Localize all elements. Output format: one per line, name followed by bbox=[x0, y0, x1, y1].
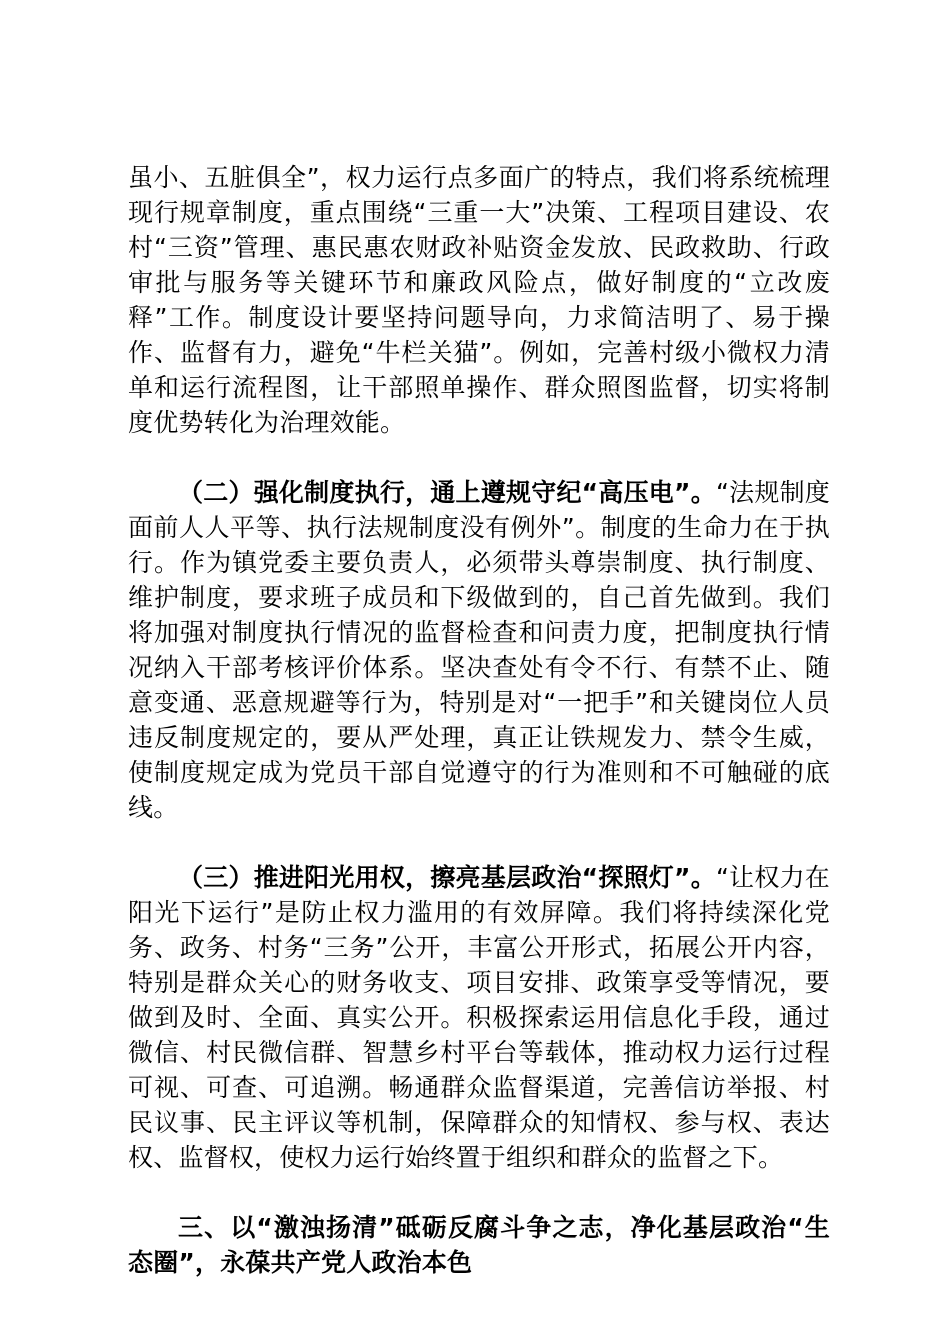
paragraph-system-execution bbox=[128, 475, 830, 825]
paragraph-lead-heading: （三）推进阳光用权，擦亮基层政治“探照灯”。 bbox=[178, 863, 716, 892]
paragraph-lead-heading: （二）强化制度执行，通上遵规守纪“高压电”。 bbox=[178, 478, 716, 507]
paragraph-text: “法规制度面前人人平等、执行法规制度没有例外”。制度的生命力在于执行。作为镇党委主要负责人，必须带头尊崇制度、执行制度、维护制度，要求班子成员和下级做到的，自己首先做到。我们将加强对制度执行情况的监督检查和问责力度，把制度执行情况纳入干部考核评价体系。坚决查处有令不行、有禁不止、随意变通、恶意规避等行为，特别是对“一把手”和关键岗位人员违反制度规定的，要从严处理，真正让铁规发力、禁令生威，使制度规定成为党员干部自觉遵守的行为准则和不可触碰的底线。 bbox=[128, 478, 831, 822]
document-body bbox=[128, 160, 830, 1280]
paragraph-text: 虽小、五脏俱全”，权力运行点多面广的特点，我们将系统梳理现行规章制度，重点围绕“三重一大”决策、工程项目建设、农村“三资”管理、惠民惠农财政补贴资金发放、民政救助、行政审批与服务等关键环节和廉政风险点，做好制度的“立改废释”工作。制度设计要坚持问题导向，力求简洁明了、易于操作、监督有力，避免“牛栏关猫”。例如，完善村级小微权力清单和运行流程图，让干部照单操作、群众照图监督，切实将制度优势转化为治理效能。 bbox=[128, 163, 830, 437]
paragraph-continuation bbox=[128, 160, 830, 440]
paragraph-text: “让权力在阳光下运行”是防止权力滥用的有效屏障。我们将持续深化党务、政务、村务“三务”公开，丰富公开形式，拓展公开内容，特别是群众关心的财务收支、项目安排、政策享受等情况，要做到及时、全面、真实公开。积极探索运用信息化手段，通过微信、村民微信群、智慧乡村平台等载体，推动权力运行过程可视、可查、可追溯。畅通群众监督渠道，完善信访举报、村民议事、民主评议等机制，保障群众的知情权、参与权、表达权、监督权，使权力运行始终置于组织和群众的监督之下。 bbox=[128, 863, 831, 1172]
section-heading: 三、以“激浊扬清”砥砺反腐斗争之志，净化基层政治“生态圈”，永葆共产党人政治本色 bbox=[128, 1213, 830, 1277]
paragraph-sunshine-power bbox=[128, 860, 830, 1175]
paragraph-spacer bbox=[128, 1175, 830, 1210]
paragraph-spacer bbox=[128, 440, 830, 475]
paragraph-spacer bbox=[128, 825, 830, 860]
